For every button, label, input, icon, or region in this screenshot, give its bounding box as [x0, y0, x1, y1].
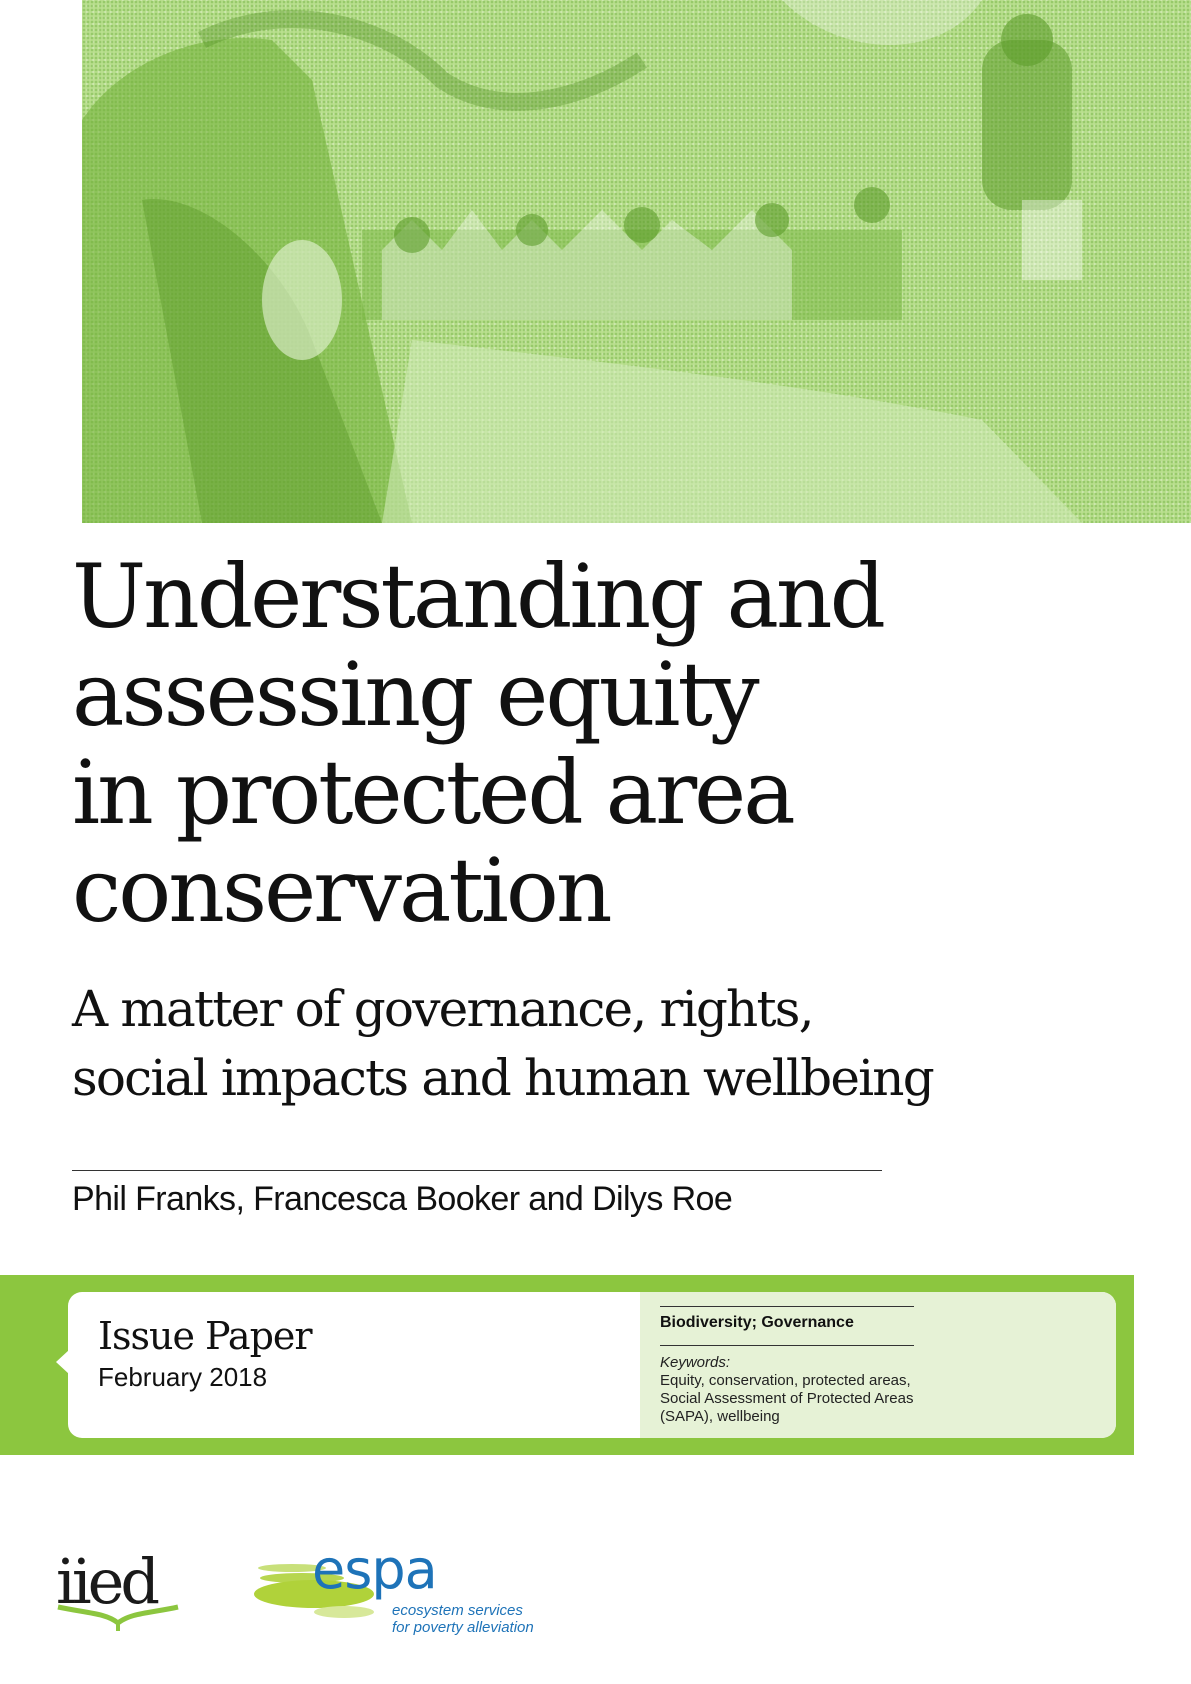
series-label: Issue Paper	[98, 1314, 312, 1358]
title-line: in protected area	[72, 741, 793, 844]
author-divider	[72, 1170, 882, 1171]
cover-photo	[82, 0, 1191, 523]
theme-label: Biodiversity; Governance	[660, 1314, 854, 1331]
espa-tagline-line: for poverty alleviation	[392, 1619, 534, 1636]
cover-photo-scene	[82, 0, 1191, 523]
keywords-heading: Keywords:	[660, 1354, 731, 1371]
book-icon	[56, 1603, 181, 1633]
title-line: assessing equity	[72, 643, 757, 746]
iied-logo-text: iied	[56, 1545, 157, 1618]
publication-date: February 2018	[98, 1362, 268, 1392]
keywords-list: Equity, conservation, protected areas, Social Assessment of Protected Areas (SAPA), wellbeing	[660, 1372, 914, 1425]
espa-logo	[252, 1538, 552, 1640]
iied-logo	[56, 1547, 186, 1637]
document-title	[72, 545, 883, 942]
authors: Phil Franks, Francesca Booker and Dilys Roe	[72, 1180, 733, 1218]
theme-top-rule	[660, 1306, 914, 1307]
keywords-panel	[640, 1292, 1116, 1438]
info-card	[68, 1292, 1116, 1438]
document-subtitle	[72, 975, 933, 1113]
theme-bottom-rule	[660, 1345, 914, 1346]
title-line: Understanding and	[72, 545, 883, 648]
espa-tagline-line: ecosystem services	[392, 1602, 523, 1619]
espa-wordmark: espa	[312, 1538, 437, 1601]
title-line: conservation	[72, 839, 610, 942]
subtitle-line: A matter of governance, rights,	[72, 980, 813, 1038]
subtitle-line: social impacts and human wellbeing	[72, 1049, 933, 1107]
espa-tagline	[392, 1602, 534, 1636]
